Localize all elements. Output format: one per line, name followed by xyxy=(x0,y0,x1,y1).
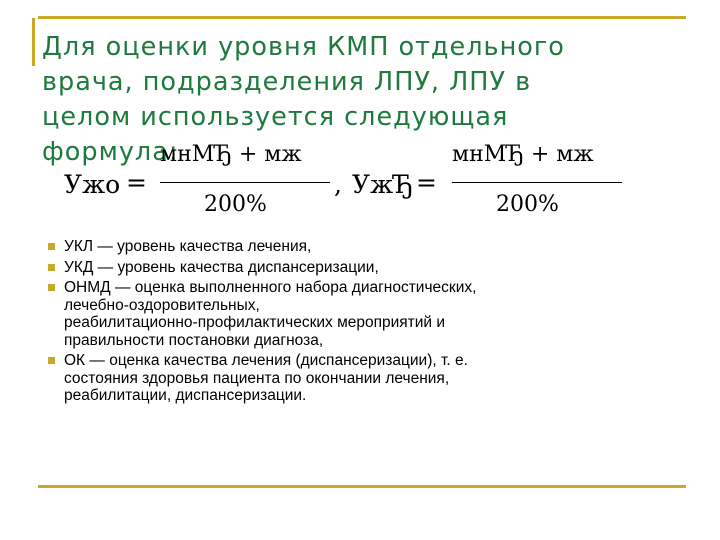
list-item xyxy=(48,279,668,349)
formula-right-denominator: 200% xyxy=(496,192,559,217)
formula-left-fraction-bar xyxy=(160,182,330,183)
formula-right-numerator: мнМЂ + мж xyxy=(452,142,594,167)
top-divider xyxy=(38,16,686,19)
list-item-text: УКД — уровень качества диспансеризации, xyxy=(64,258,379,276)
formula-separator: , xyxy=(334,170,342,199)
list-item xyxy=(48,352,668,405)
list-item-text: УКЛ — уровень качества лечения, xyxy=(64,238,312,255)
formula-left-denominator: 200% xyxy=(204,192,267,217)
bottom-divider xyxy=(38,485,686,488)
left-accent-bar xyxy=(32,18,35,66)
slide-title: Для оценки уровня КМП отдельного врача, подразделения ЛПУ, ЛПУ в целом используется следующая формула: xyxy=(42,32,565,167)
list-item-text: ОК — оценка качества лечения (диспансеризации), т. е. состояния здоровья пациента по окончании лечения, реабилитации, диспансеризации. xyxy=(64,352,468,404)
formula-left-lhs: Ужо xyxy=(64,170,121,199)
kmp-formula xyxy=(64,142,664,230)
square-bullet-icon xyxy=(48,264,55,271)
square-bullet-icon xyxy=(48,357,55,364)
list-item xyxy=(48,259,668,277)
formula-left-numerator: мнМЂ + мж xyxy=(160,142,302,167)
list-item-text: ОНМД — оценка выполненного набора диагностических, лечебно-оздоровительных, реабилитационно-профилактических мероприятий и правильности постановки диагноза, xyxy=(64,279,477,349)
definition-list xyxy=(48,238,668,408)
formula-right-equals: = xyxy=(416,168,437,197)
formula-left-equals: = xyxy=(126,168,147,197)
formula-right-lhs: УжЂ xyxy=(352,170,414,199)
list-item xyxy=(48,238,668,256)
formula-right-fraction-bar xyxy=(452,182,622,183)
square-bullet-icon xyxy=(48,243,55,250)
square-bullet-icon xyxy=(48,284,55,291)
